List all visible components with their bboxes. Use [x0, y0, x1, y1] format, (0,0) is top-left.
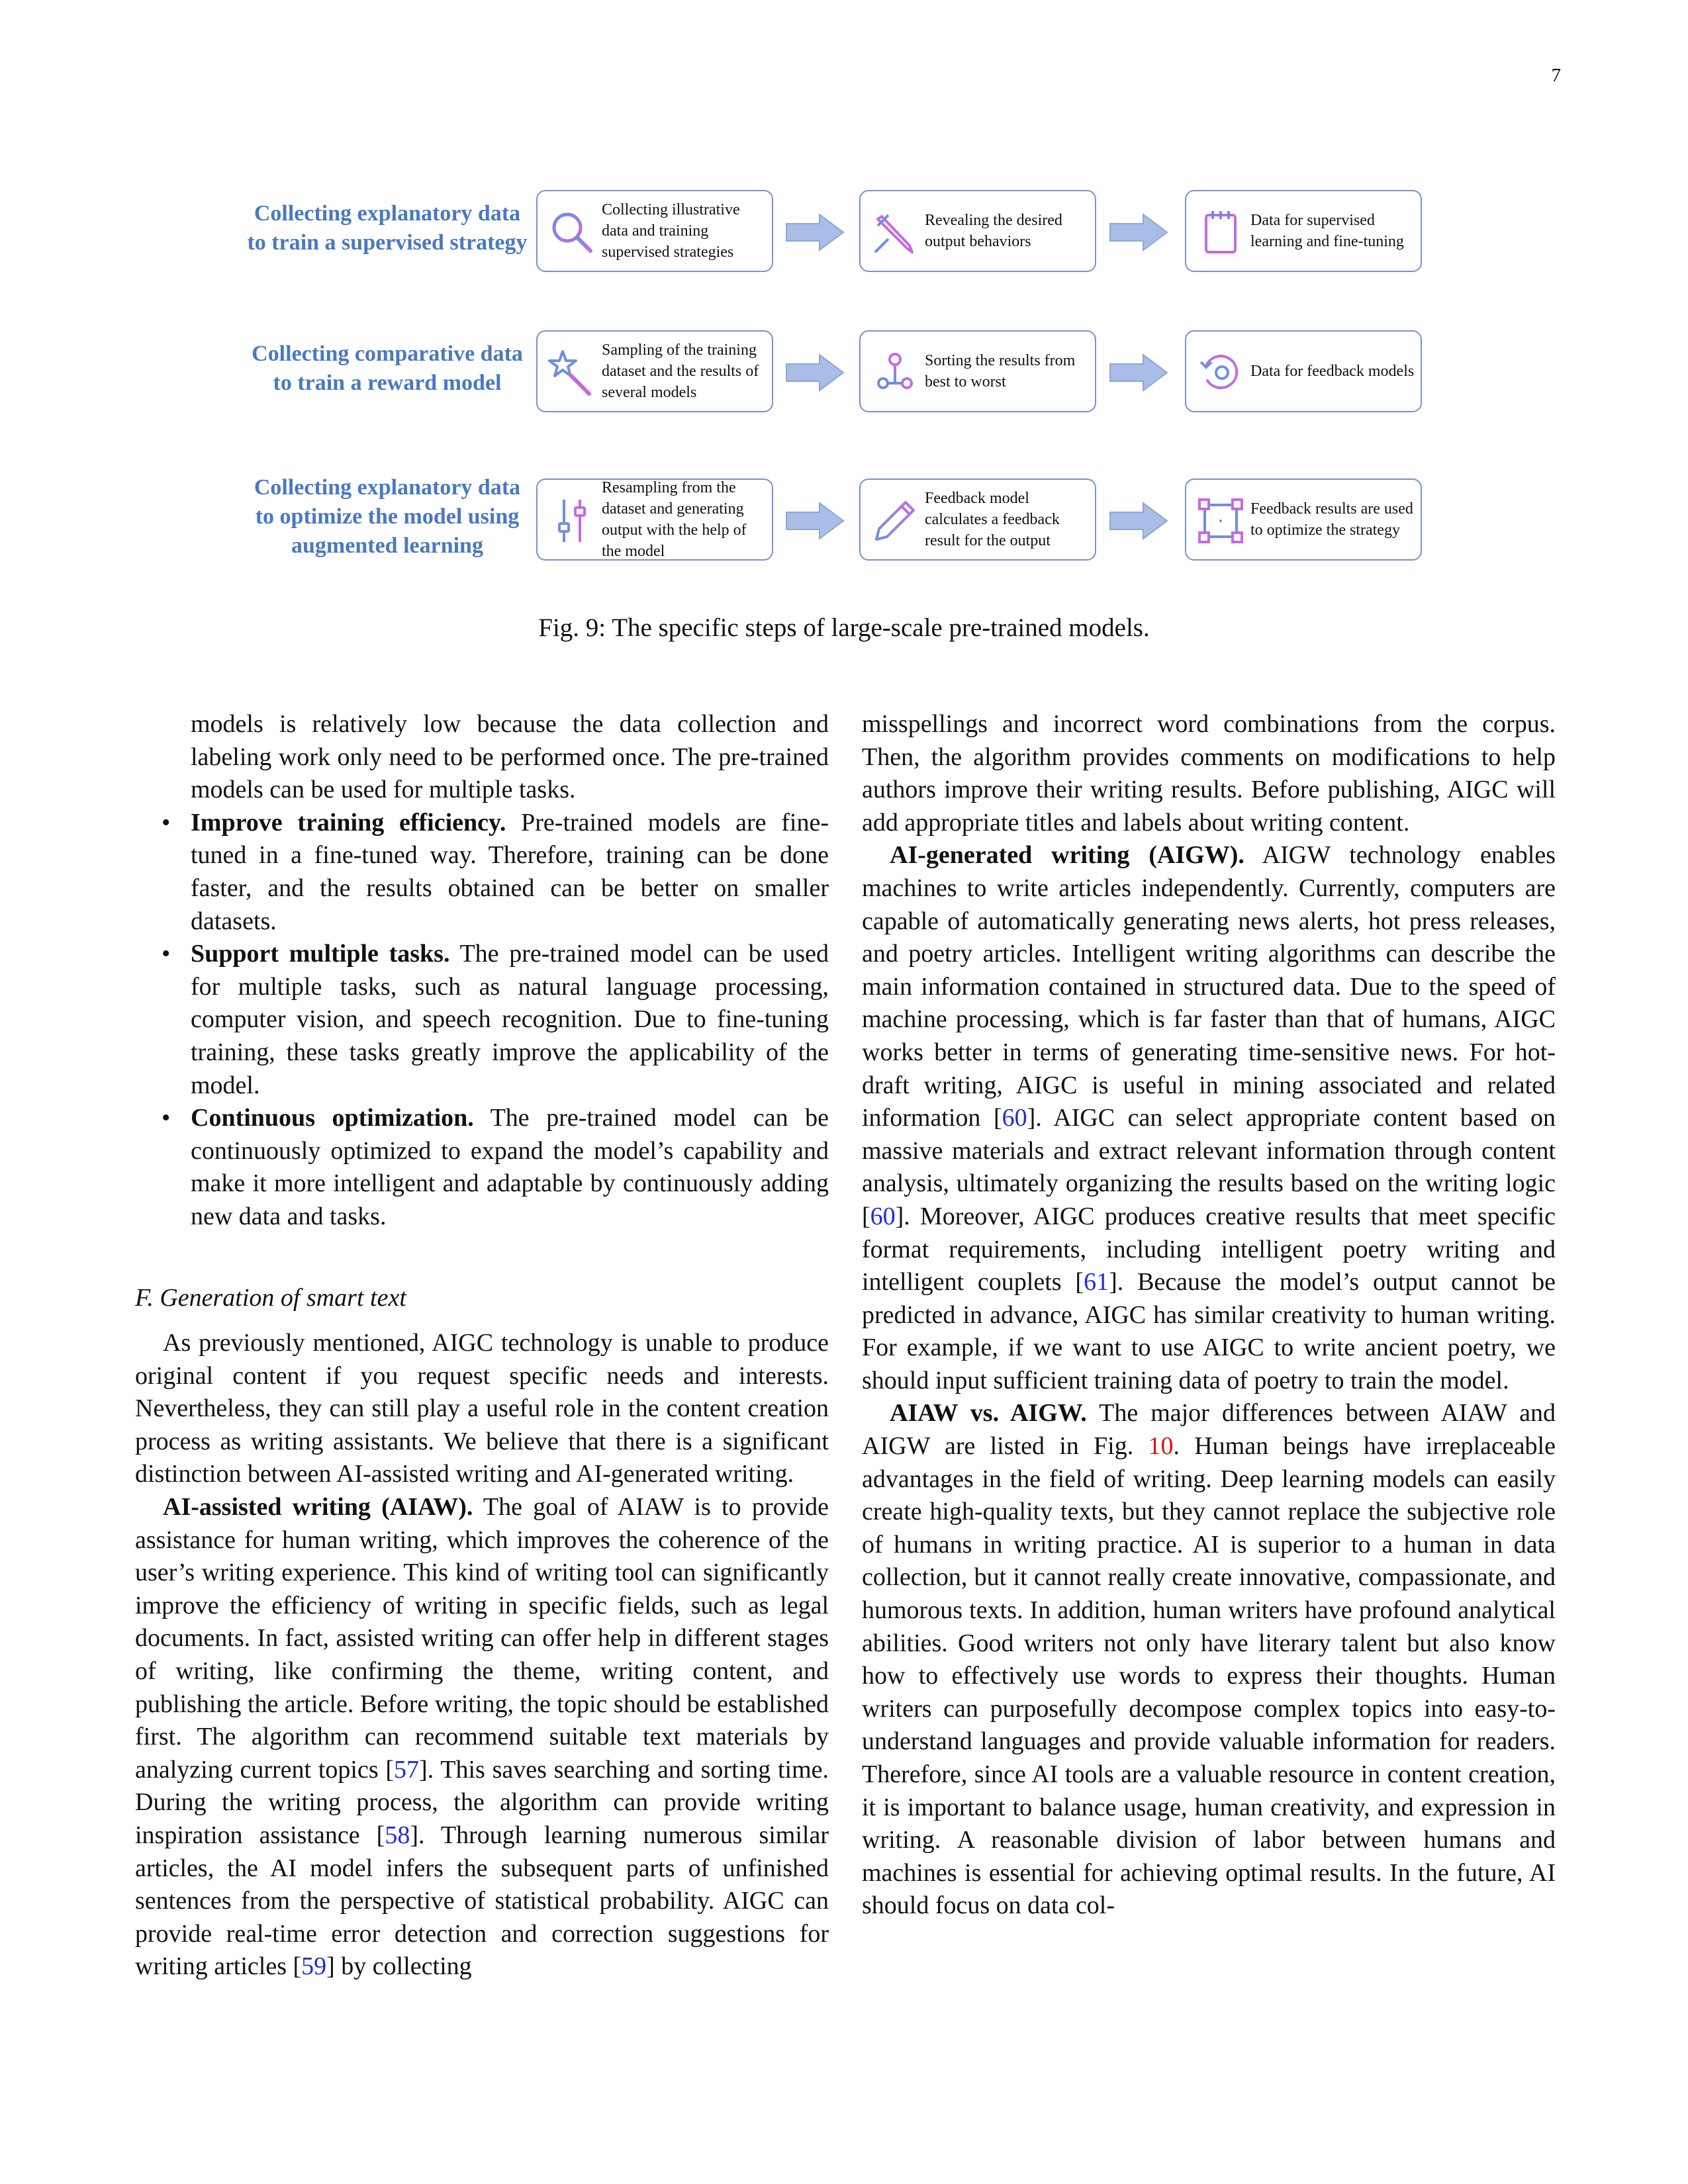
- page-number: 7: [1551, 65, 1561, 86]
- step-text: Data for feedback models: [1250, 363, 1415, 380]
- bullet-text: The pre-trained model can be continuously optimized to expand the model’s capability and make it more intelligent and adaptable by continuously adding new data and tasks.: [191, 1104, 829, 1230]
- paragraph: As previously mentioned, AIGC technology is unable to produce original content if you request specific needs and interests. Nevertheless, they can still play a useful role in the content creation process as writing assistants. We believe that there is a significant distinction between AI-assisted writing and AI-generated writing.: [135, 1329, 829, 1488]
- figure-row: [245, 324, 1436, 413]
- list-item: [135, 1102, 829, 1233]
- arrow-right-icon: [1109, 212, 1168, 253]
- sliders-icon: [545, 494, 598, 547]
- pencil-icon: [868, 206, 921, 259]
- figure-reference-link[interactable]: 10: [1148, 1432, 1174, 1461]
- paragraph-term: AI-generated writing (AIGW).: [890, 841, 1244, 870]
- vector-frame-icon: [1194, 494, 1247, 547]
- magic-wand-icon: [545, 346, 598, 399]
- paragraph-text: . Human beings have irreplaceable advantages in the field of writing. Deep learning models can easily create high-quality texts, but they cannot replace the subjective role of humans in writing practice. AI is superior to a human in data collection, but it cannot really create innovative, compassionate, and humorous texts. In addition, human writers have profound analytical abilities. Good writers not only have literary talent but also know how to effectively use words to express their thoughts. Human writers can purposefully decompose complex topics into easy-to-understand languages and provide valuable information for readers. Therefore, since AI tools are a valuable resource in content creation, it is important to balance usage, human creativity, and expression in writing. A reasonable division of labor between humans and machines is essential for achieving optimal results. In the future, AI should focus on data col-: [862, 1432, 1556, 1920]
- figure-9: [245, 184, 1436, 588]
- step-text: Feedback model calculates a feedback result for the output: [925, 490, 1060, 549]
- step-box: [1185, 190, 1422, 272]
- paragraph-text: ] by collecting: [326, 1952, 472, 1981]
- citation-link[interactable]: 61: [1084, 1268, 1109, 1297]
- notepad-icon: [1194, 206, 1247, 259]
- step-box: [859, 478, 1096, 561]
- arrow-right-icon: [785, 500, 845, 541]
- step-text: Collecting illustrative data and training supervised strategies: [602, 201, 740, 261]
- step-box: [536, 330, 773, 412]
- paragraph-text: ]. Through learning numerous similar articles, the AI model infers the subsequent parts of unfinished sentences from the perspective of statistical probability. AIGC can provide real-time error detection and correction suggestions for writing articles [: [135, 1821, 829, 1981]
- step-box: [1185, 478, 1422, 561]
- step-text: Feedback results are used to optimize the strategy: [1250, 500, 1413, 539]
- row-label: Collecting explanatory data to optimize the model using augmented learning: [254, 475, 521, 558]
- arrow-right-icon: [785, 212, 845, 253]
- row-label: Collecting explanatory data to train a supervised strategy: [247, 201, 528, 255]
- right-column: [862, 708, 1556, 1923]
- bullet-term: Support multiple tasks.: [191, 940, 450, 968]
- refresh-target-icon: [1194, 346, 1247, 399]
- bullet-term: Improve training efficiency.: [191, 808, 506, 837]
- paragraph-text: ]. AIGC can select appropriate content based on massive materials and extract relevant information through content analysis, ultimately organizing the results based on the writing logic [: [862, 1104, 1556, 1230]
- section-heading: F. Generation of smart text: [135, 1283, 406, 1312]
- paragraph-text: The goal of AIAW is to provide assistance for human writing, which improves the coherence of the user’s writing experience. This kind of writing tool can significantly improve the efficiency of writing in specific fields, such as legal documents. In fact, assisted writing can offer help in different stages of writing, like confirming the theme, writing content, and publishing the article. Before writing, the topic should be established first. The algorithm can recommend suitable text materials by analyzing current topics [: [135, 1493, 829, 1784]
- bullet-text: The pre-trained model can be used for multiple tasks, such as natural language processing, computer vision, and speech recognition. Due to fine-tuning training, these tasks greatly improve the applicability of the model.: [191, 940, 829, 1099]
- step-text: Sorting the results from best to worst: [925, 352, 1076, 390]
- left-column: [135, 708, 829, 1983]
- paragraph: [135, 1491, 829, 1983]
- paragraph: [862, 1397, 1556, 1923]
- paragraph: [862, 839, 1556, 1397]
- citation-link[interactable]: 59: [301, 1952, 327, 1981]
- citation-link[interactable]: 58: [385, 1821, 410, 1849]
- sort-icon: [868, 346, 921, 399]
- paragraph-text: AIGW technology enables machines to write articles independently. Currently, computers are capable of automatically generating news alerts, hot press releases, and poetry articles. Intelligent writing algorithms can describe the main information contained in structured data. Due to the speed of machine processing, which is far faster than that of humans, AIGC works better in terms of generating time-sensitive news. For hot-draft writing, AIGC is useful in mining associated and related information [: [862, 841, 1556, 1132]
- figure-row: [245, 184, 1436, 273]
- step-box: [1185, 330, 1422, 412]
- step-text: Data for supervised learning and fine-tuning: [1250, 212, 1404, 250]
- citation-link[interactable]: 60: [1002, 1104, 1027, 1132]
- paragraph-term: AI-assisted writing (AIAW).: [163, 1493, 473, 1522]
- arrow-right-icon: [1109, 500, 1168, 541]
- step-text: Resampling from the dataset and generating output with the help of the model: [602, 479, 747, 560]
- bullet-text: Pre-trained models are fine-tuned in a fine-tuned way. Therefore, training can be done faster, and the results obtained can be better on smaller datasets.: [191, 808, 829, 935]
- list-item: [135, 807, 829, 938]
- step-text: Sampling of the training dataset and the results of several models: [602, 341, 759, 401]
- arrow-right-icon: [785, 352, 845, 393]
- citation-link[interactable]: 60: [870, 1202, 896, 1230]
- paragraph-text: ]. Moreover, AIGC produces creative results that meet specific format requirements, including intelligent poetry writing and intelligent couplets [: [862, 1202, 1556, 1297]
- paragraph-text: ]. This saves searching and sorting time. During the writing process, the algorithm can provide writing inspiration assistance [: [135, 1755, 829, 1849]
- step-box: [536, 478, 773, 561]
- step-box: [859, 190, 1096, 272]
- citation-link[interactable]: 57: [394, 1755, 420, 1784]
- row-label: Collecting comparative data to train a reward model: [252, 341, 523, 395]
- bullet-list: [135, 807, 829, 1234]
- continued-paragraph: models is relatively low because the data collection and labeling work only need to be performed once. The pre-trained models can be used for multiple tasks.: [191, 710, 829, 804]
- arrow-right-icon: [1109, 352, 1168, 393]
- step-box: [536, 190, 773, 272]
- step-text: Revealing the desired output behaviors: [925, 212, 1062, 250]
- list-item: [135, 938, 829, 1102]
- figure-row: [245, 473, 1436, 561]
- step-box: [859, 330, 1096, 412]
- pen-icon: [868, 494, 921, 547]
- continued-paragraph: misspellings and incorrect word combinations from the corpus. Then, the algorithm provides comments on modifications to help authors improve their writing results. Before publishing, AIGC will add appropriate titles and labels about writing content.: [862, 710, 1556, 837]
- magnifier-icon: [545, 206, 598, 259]
- paragraph-term: AIAW vs. AIGW.: [890, 1399, 1087, 1428]
- figure-caption: Fig. 9: The specific steps of large-scale pre-trained models.: [538, 614, 1150, 642]
- bullet-term: Continuous optimization.: [191, 1104, 474, 1132]
- paragraph-text: The major differences between AIAW and AIGW are listed in Fig.: [862, 1399, 1556, 1461]
- paragraph-text: ]. Because the model’s output cannot be predicted in advance, AIGC has similar creativity to human writing. For example, if we want to use AIGC to write ancient poetry, we should input sufficient training data of poetry to train the model.: [862, 1268, 1556, 1394]
